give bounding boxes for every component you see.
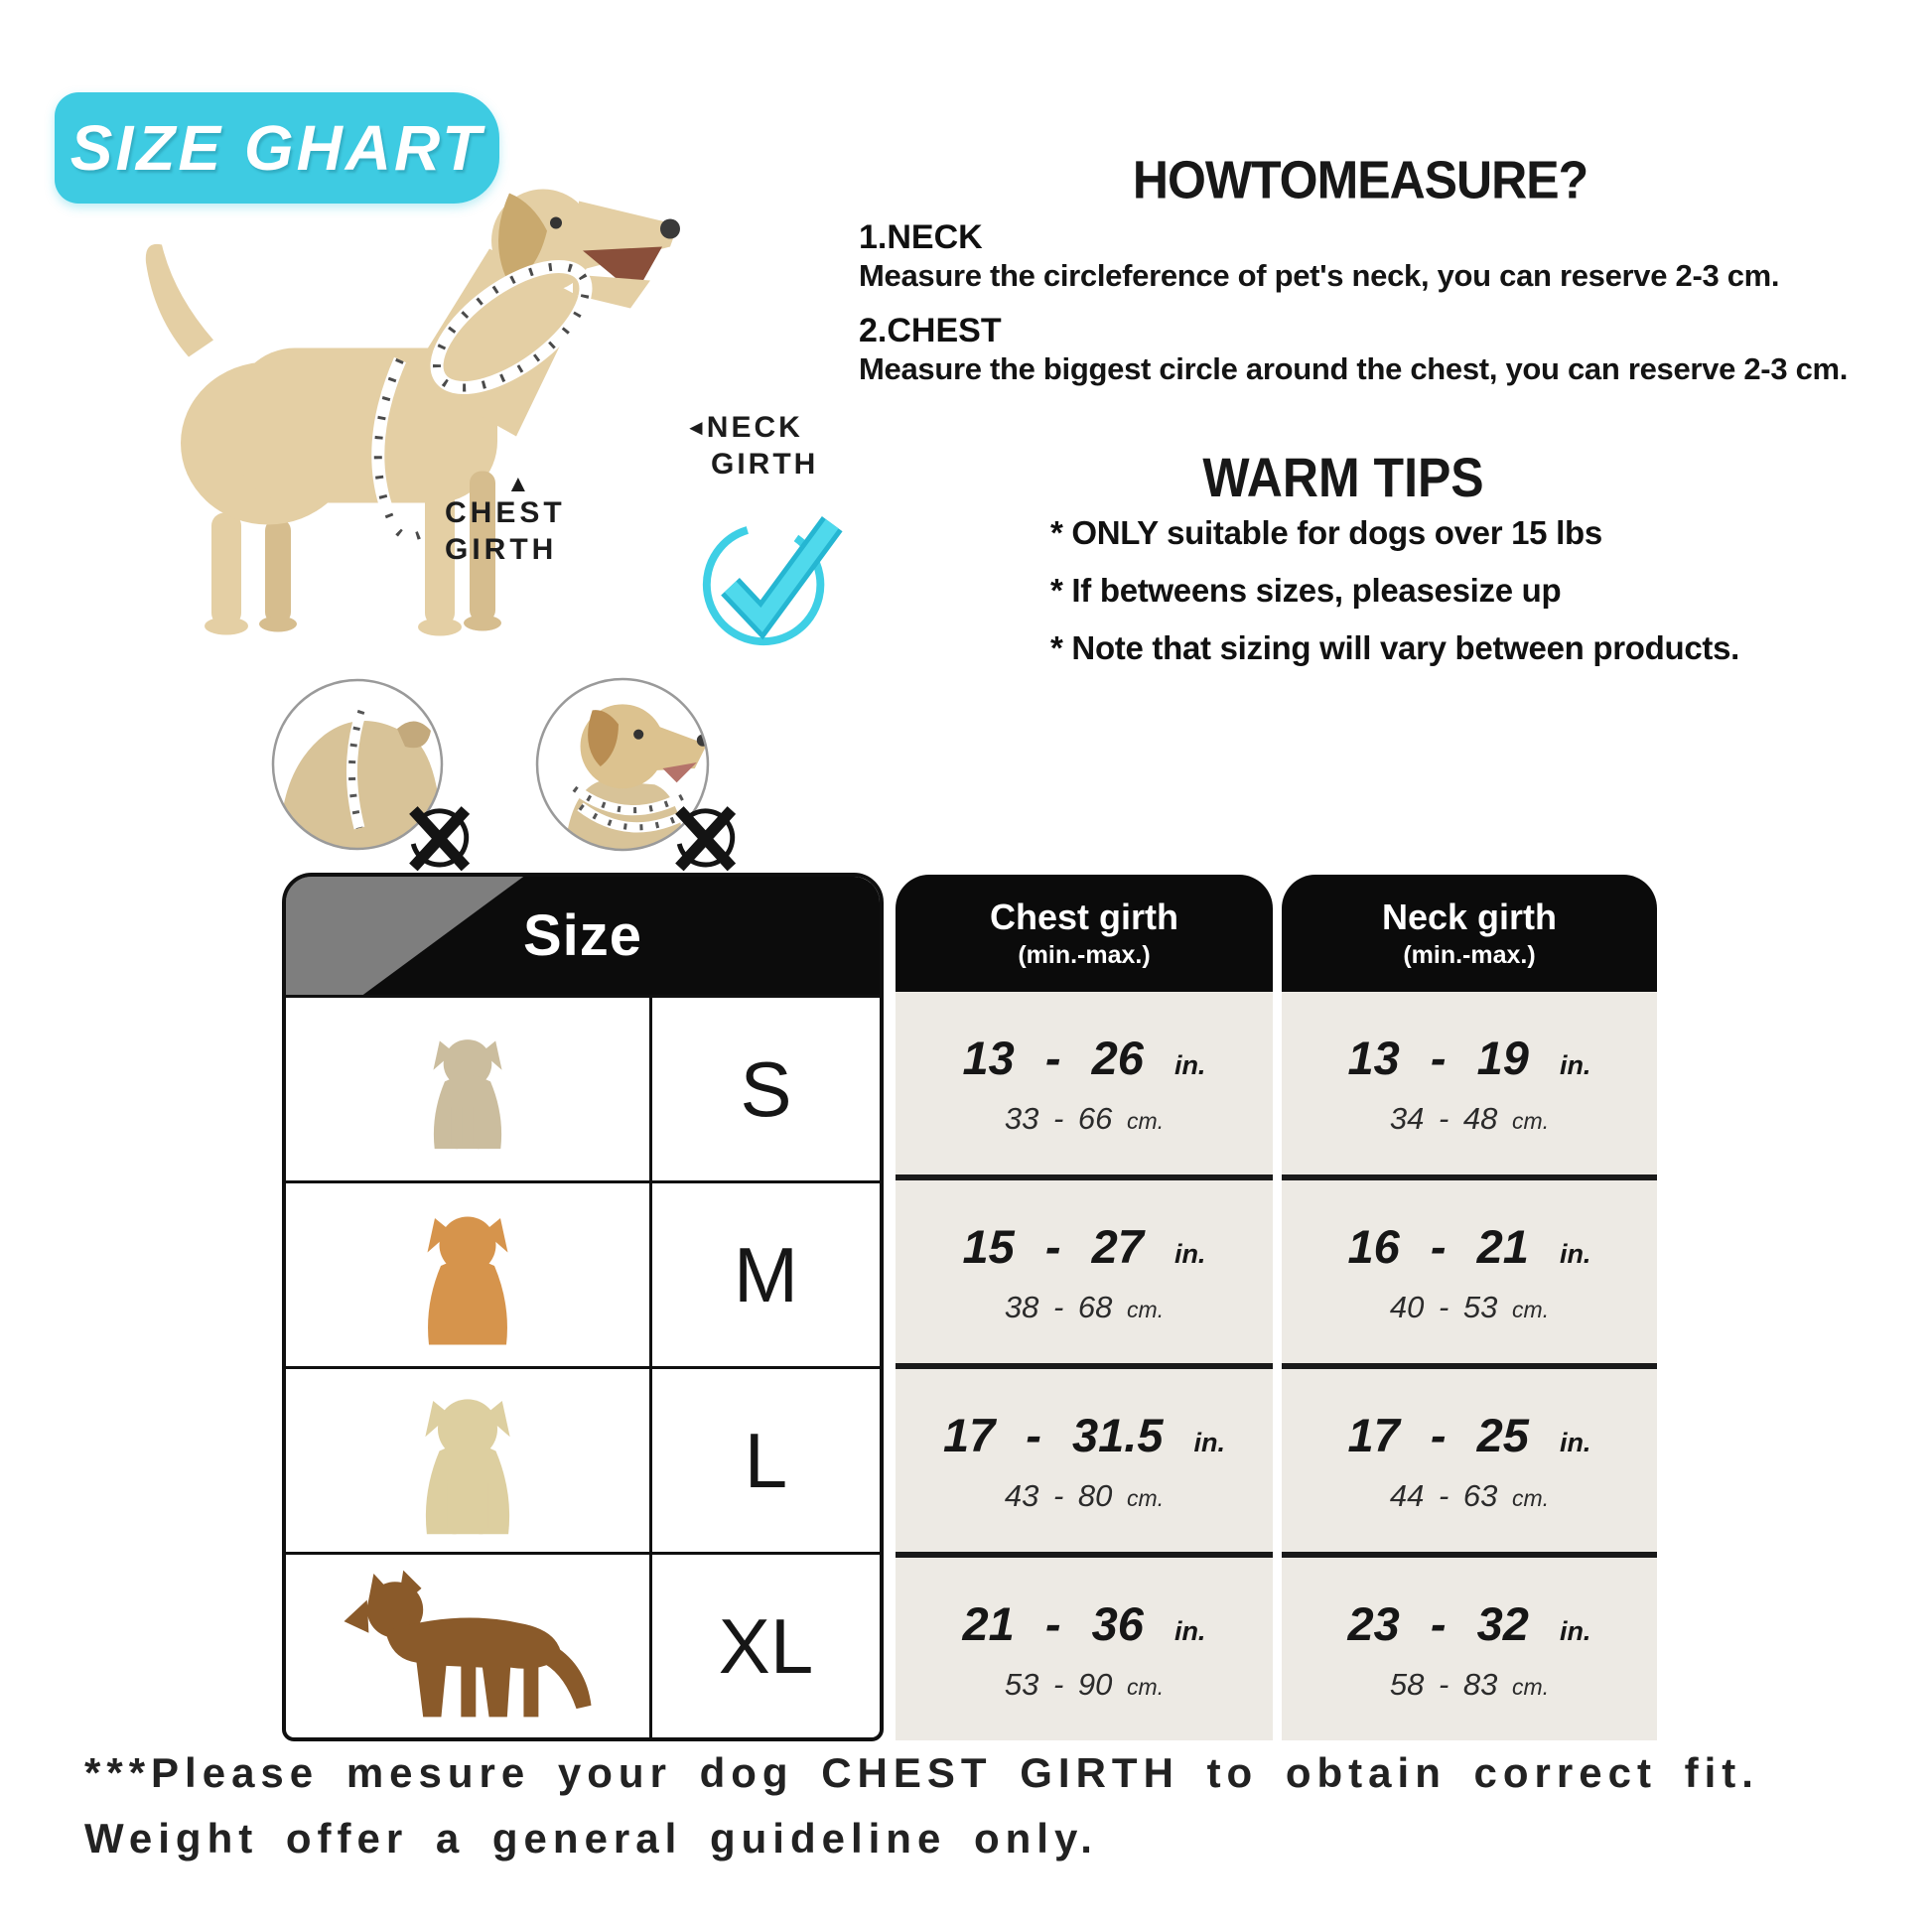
neck-girth-column	[1282, 875, 1657, 1740]
size-table-header	[286, 877, 880, 995]
neck-girth-cell-s: 13 - 19 in. 34 - 48 cm.	[1282, 992, 1657, 1174]
neck-girth-cell-m: 16 - 21 in. 40 - 53 cm.	[1282, 1174, 1657, 1363]
chest-girth-cell-m: 15 - 27 in. 38 - 68 cm.	[896, 1174, 1273, 1363]
neck-girth-cell-l: 17 - 25 in. 44 - 63 cm.	[1282, 1363, 1657, 1552]
main-dog-measuring-illustration	[94, 121, 690, 642]
x-icon	[397, 792, 479, 874]
warm-tip-1: * ONLY suitable for dogs over 15 lbs	[1050, 514, 1602, 551]
footer-note-line1: ***Please mesure your dog CHEST GIRTH to obtain correct fit.	[84, 1749, 1759, 1796]
row-size-letter: M	[649, 1183, 880, 1366]
measure-step-2-label: 2.CHEST	[859, 312, 1002, 349]
warm-tip-2: * If betweens sizes, pleasesize up	[1050, 572, 1562, 609]
neck-girth-header: Neck girth (min.-max.)	[1282, 875, 1657, 992]
chest-girth-column	[896, 875, 1273, 1740]
warm-tips-heading: WARM TIPS	[1202, 446, 1484, 509]
how-to-measure-heading: HOWTOMEASURE?	[1132, 149, 1588, 210]
chest-girth-cell-l: 17 - 31.5 in. 43 - 80 cm.	[896, 1363, 1273, 1552]
chest-girth-cell-s: 13 - 26 in. 33 - 66 cm.	[896, 992, 1273, 1174]
dog-photo-shiba-inu	[286, 1183, 649, 1366]
measure-step-1-label: 1.NECK	[859, 218, 983, 256]
banner-title: SIZE GHART	[69, 112, 484, 184]
row-size-letter: XL	[649, 1555, 880, 1737]
table-row	[286, 1552, 880, 1737]
table-row	[286, 1366, 880, 1552]
neck-girth-label: ◄NECK GIRTH	[685, 411, 819, 481]
row-size-letter: L	[649, 1369, 880, 1552]
neck-girth-cell-xl: 23 - 32 in. 58 - 83 cm.	[1282, 1552, 1657, 1740]
dog-photo-german-shepherd	[286, 1555, 649, 1737]
warm-tip-3: * Note that sizing will vary between products.	[1050, 629, 1739, 666]
dog-photo-labrador	[286, 1369, 649, 1552]
dog-photo-pug	[286, 998, 649, 1180]
row-size-letter: S	[649, 998, 880, 1180]
measure-step-2-text: Measure the biggest circle around the chest, you can reserve 2-3 cm.	[859, 351, 1849, 386]
chest-girth-cell-xl: 21 - 36 in. 53 - 90 cm.	[896, 1552, 1273, 1740]
measure-step-1-text: Measure the circleference of pet's neck, you can reserve 2-3 cm.	[859, 258, 1780, 293]
size-column-title: Size	[522, 903, 643, 968]
chest-girth-header: Chest girth (min.-max.)	[896, 875, 1273, 992]
size-table	[282, 873, 884, 1741]
table-row	[286, 1180, 880, 1366]
table-row	[286, 995, 880, 1180]
arrow-up-icon: ▲	[506, 471, 530, 497]
chest-girth-label: ▲ CHEST GIRTH	[445, 471, 566, 566]
check-icon	[693, 494, 850, 651]
arrow-left-icon: ◄	[685, 415, 707, 440]
footer-note-line2: Weight offer a general guideline only.	[84, 1815, 1098, 1862]
x-icon	[663, 792, 745, 874]
